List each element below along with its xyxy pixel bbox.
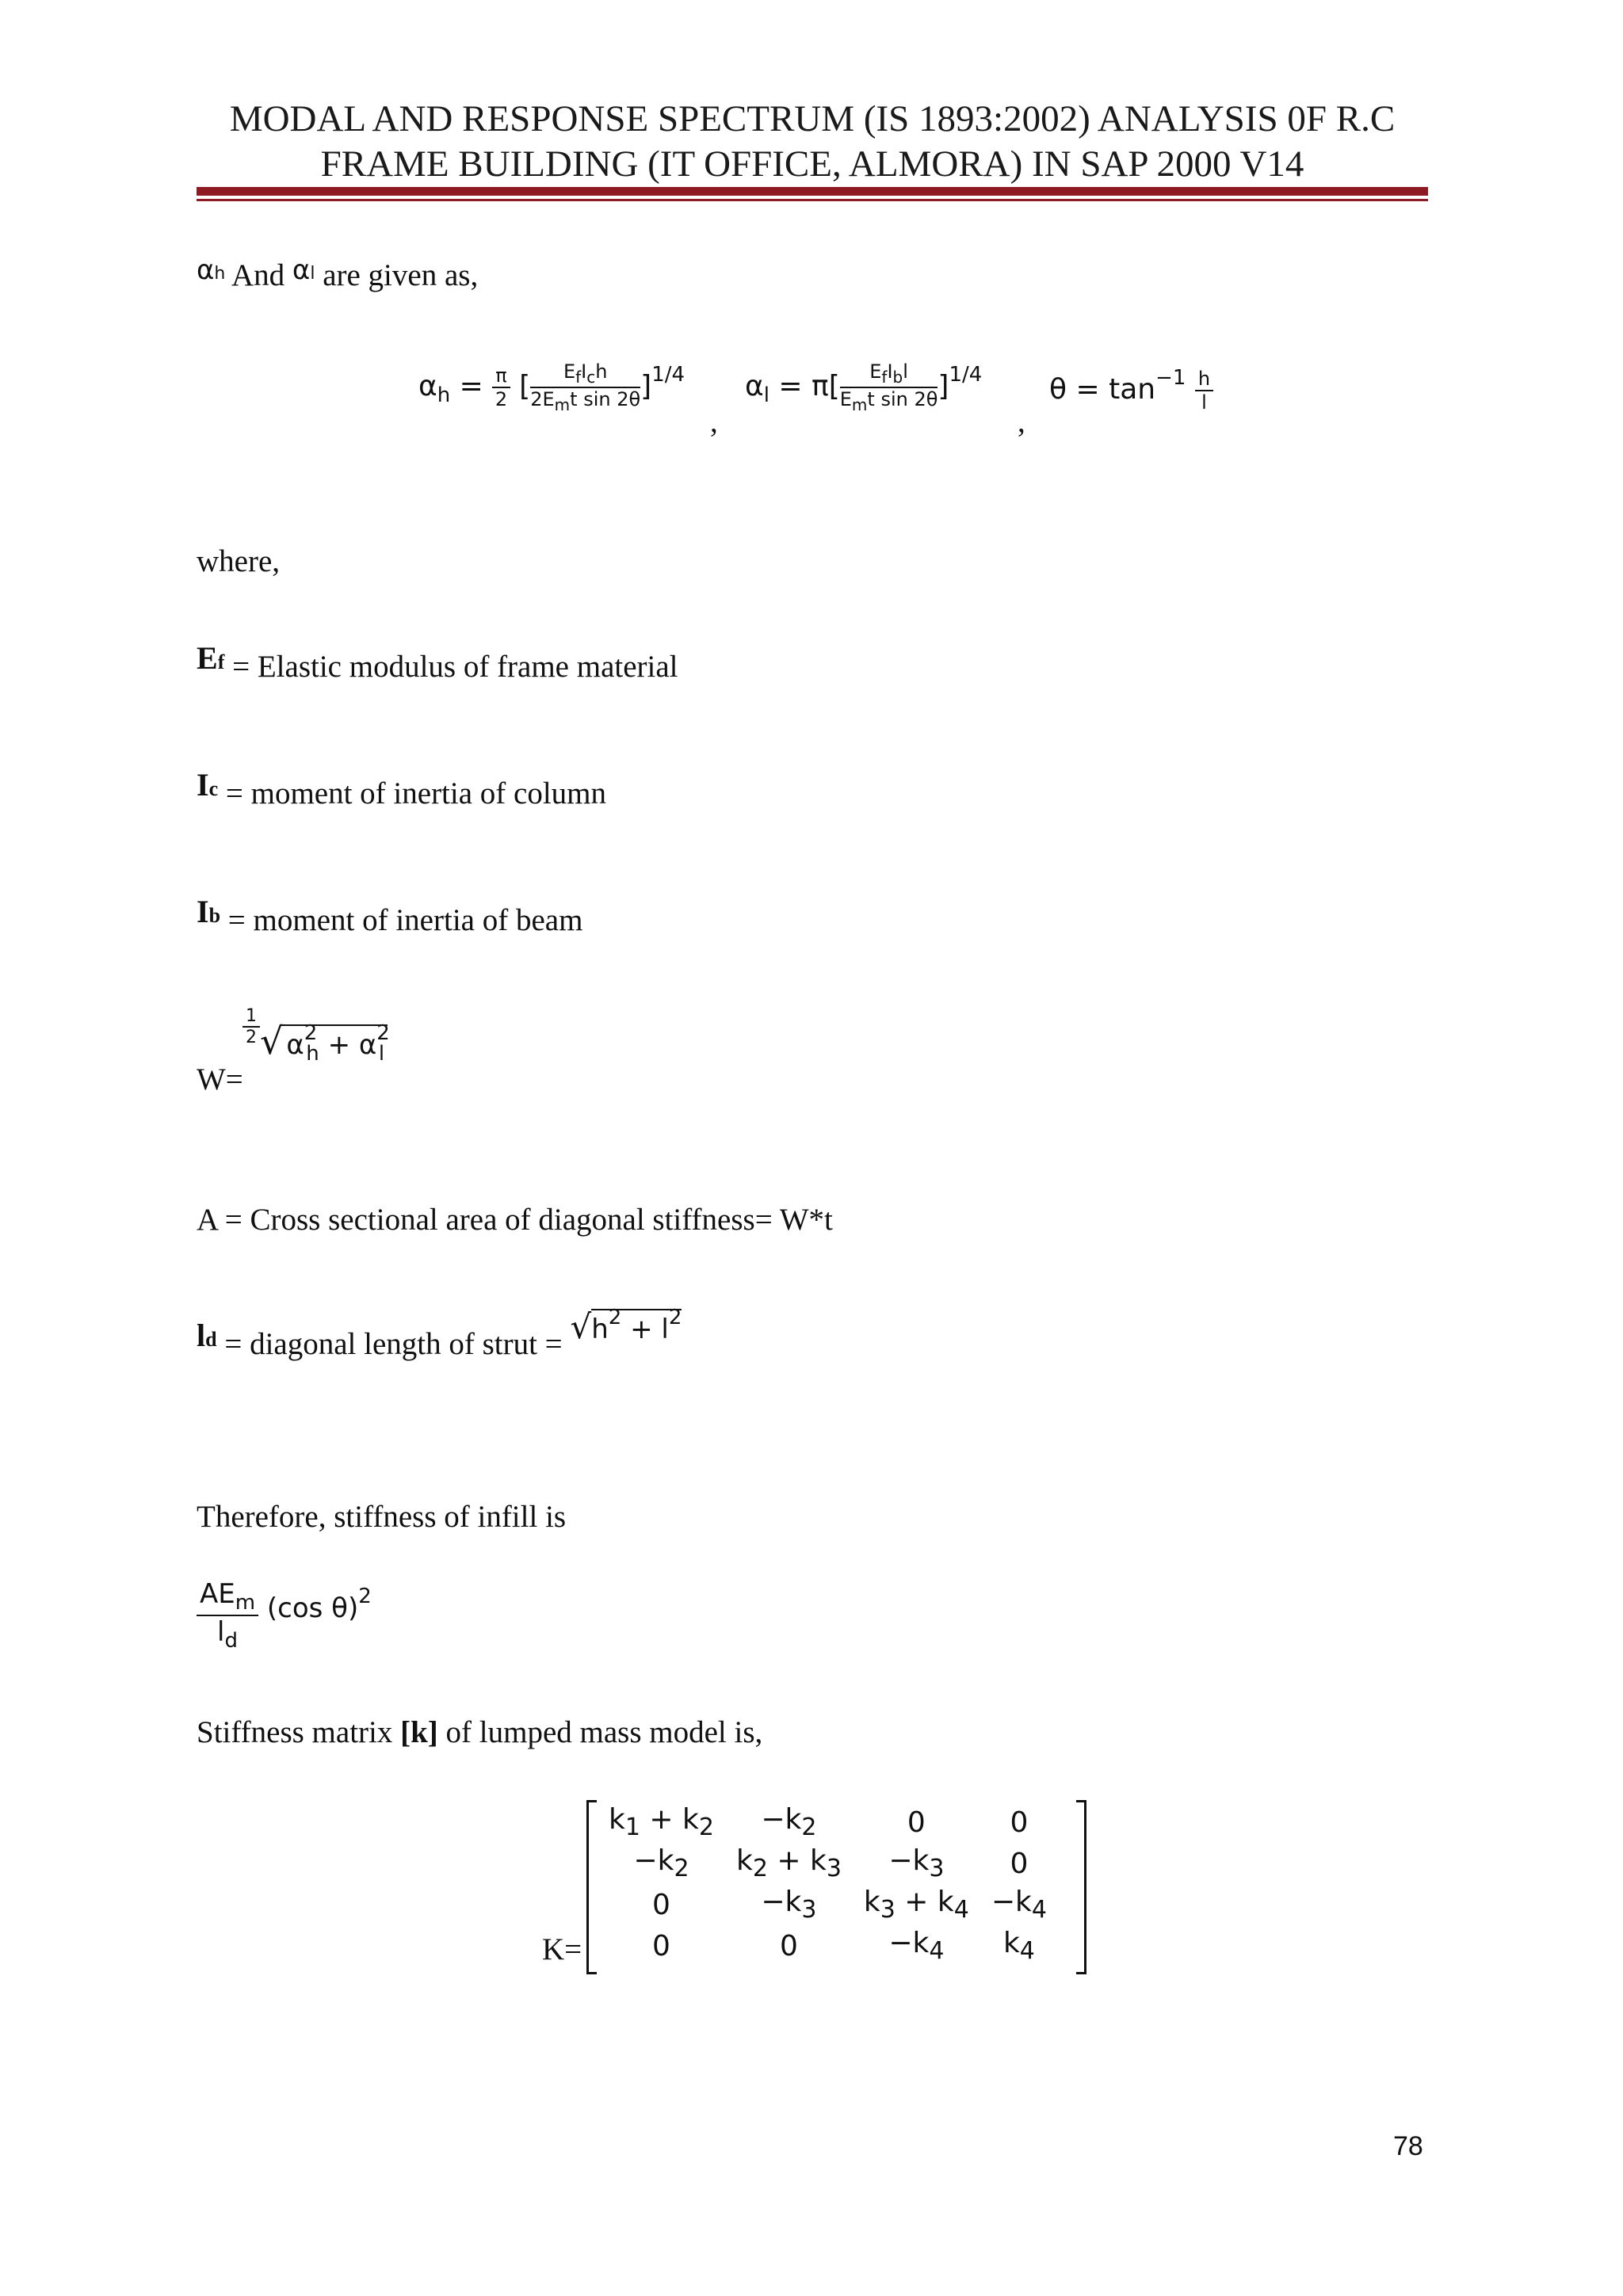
matrix-row xyxy=(598,1884,1058,1925)
ef-definition xyxy=(197,640,678,685)
matrix-cell: $-k_3$ xyxy=(888,1844,945,1883)
theta-formula: $\theta = \tan^{-1}$ $\frac{h}{l}$ xyxy=(1049,366,1213,414)
are-given-text: are given as, xyxy=(323,258,479,292)
stiffness-matrix-intro-before: Stiffness matrix xyxy=(197,1715,393,1749)
ib-definition-text: = moment of inertia of beam xyxy=(227,903,583,937)
matrix-row xyxy=(598,1802,1058,1843)
header-title-line-1: MODAL AND RESPONSE SPECTRUM (IS 1893:2002) ANALYSIS 0F R.C xyxy=(229,98,1396,139)
header-title xyxy=(158,97,1466,187)
and-text: And xyxy=(231,258,285,292)
infill-stiffness-formula: $\frac{AE_m}{l_d}$ (cos θ)$^2$ xyxy=(197,1578,372,1653)
matrix-cell: $-k_4$ xyxy=(991,1885,1047,1924)
matrix-cell: $k_4$ xyxy=(1002,1926,1035,1966)
matrix-left-bracket xyxy=(586,1800,597,1974)
ld-symbol: ld xyxy=(197,1318,217,1353)
matrix-cell: $-k_3$ xyxy=(761,1885,817,1924)
alpha-h-formula: $\alpha_h$ = $\frac{\pi}{2}$ [ $\frac{E_fI_ch}{2E_mt \sin 2\theta}$ ]$^{1/4}$ xyxy=(418,360,685,414)
header-title-line-2: FRAME BUILDING (IT OFFICE, ALMORA) IN SAP 2000 V14 xyxy=(320,143,1304,185)
ic-definition-text: = moment of inertia of column xyxy=(225,776,607,810)
matrix-cell: 0 xyxy=(1010,1847,1029,1880)
matrix-cell: $k_1 + k_2$ xyxy=(609,1802,714,1842)
ic-symbol: Ic xyxy=(197,767,219,803)
matrix-cell: $-k_2$ xyxy=(761,1802,817,1842)
therefore-text: Therefore, stiffness of infill is xyxy=(197,1500,567,1534)
alpha-h-symbol: αh xyxy=(197,254,226,286)
matrix-cell: $-k_2$ xyxy=(633,1844,689,1883)
stiffness-matrix-intro-after: of lumped mass model is, xyxy=(445,1715,763,1749)
w-label: W= xyxy=(197,1062,243,1097)
matrix-cell: 0 xyxy=(779,1929,798,1962)
ib-symbol: Ib xyxy=(197,894,221,929)
ld-definition-text: = diagonal length of strut = xyxy=(224,1327,563,1361)
matrix-cell: $-k_4$ xyxy=(888,1926,945,1966)
area-definition: A = Cross sectional area of diagonal stiffness= W*t xyxy=(197,1203,833,1237)
ef-definition-text: = Elastic modulus of frame material xyxy=(232,650,678,684)
w-formula: $\frac{1}{2}$ √ $\alpha^2_h + \alpha^2_l$ xyxy=(242,1006,388,1066)
matrix-cell: $k_3 + k_4$ xyxy=(863,1885,969,1924)
matrix-cell: 0 xyxy=(907,1806,926,1839)
stiffness-matrix-symbol: [k] xyxy=(400,1715,438,1749)
ld-formula: $√h^2 + l^2$ xyxy=(570,1306,682,1346)
matrix-row xyxy=(598,1925,1058,1966)
formula-comma-2: , xyxy=(1018,405,1025,439)
where-label: where, xyxy=(197,544,281,578)
ef-symbol: Ef xyxy=(197,640,225,676)
stiffness-matrix-intro xyxy=(197,1714,762,1751)
matrix-body xyxy=(598,1802,1058,1966)
matrix-cell: $k_2 + k_3$ xyxy=(735,1844,842,1883)
ib-definition xyxy=(197,894,582,939)
matrix-row xyxy=(598,1843,1058,1884)
header-rule-thick xyxy=(197,187,1428,196)
page-number: 78 xyxy=(1393,2131,1423,2161)
matrix-cell: 0 xyxy=(1010,1806,1029,1839)
header-rule-thin xyxy=(197,199,1428,201)
alpha-intro-line xyxy=(197,252,478,294)
alpha-l-symbol: αl xyxy=(292,254,315,286)
ic-definition xyxy=(197,767,606,812)
matrix-cell: 0 xyxy=(652,1888,670,1921)
matrix-right-bracket xyxy=(1076,1800,1086,1974)
formula-comma-1: , xyxy=(710,405,718,439)
matrix-label: K= xyxy=(542,1932,582,1966)
matrix-cell: 0 xyxy=(652,1929,670,1962)
ld-definition xyxy=(197,1299,682,1363)
alpha-l-formula: $\alpha_l = \pi$[ $\frac{E_fI_bl}{E_mt \sin 2\theta}$ ]$^{1/4}$ xyxy=(745,360,983,414)
